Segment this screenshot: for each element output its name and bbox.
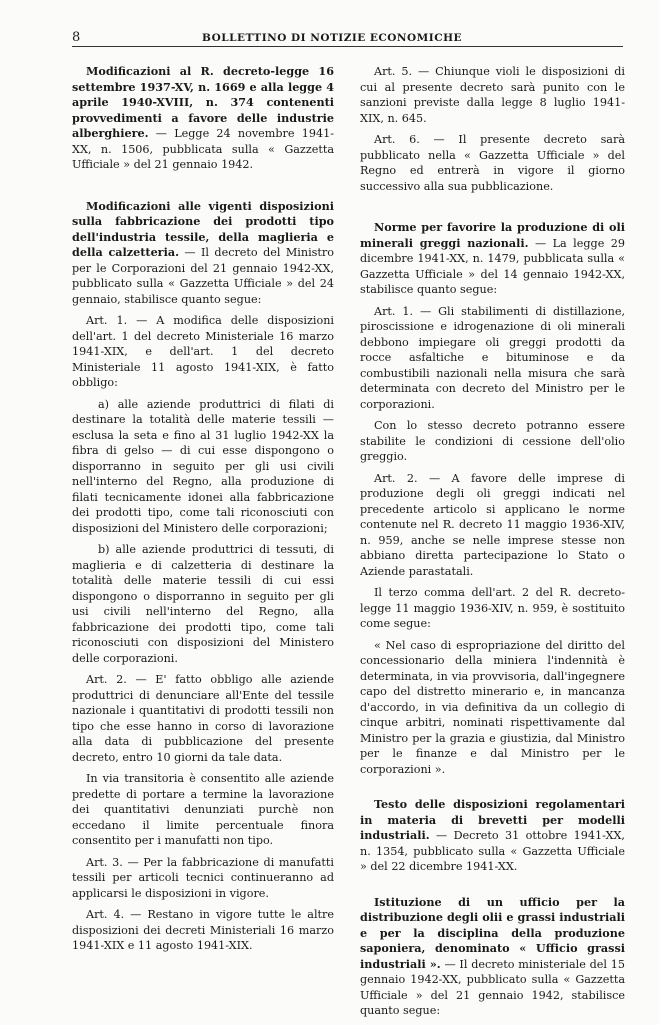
section-alberghiere: Modificazioni al R. decreto-legge 16 settembre 1937-XV, n. 1669 e alla legge 4 aprile 1940-XVIII, n. 374 contenenti provvedimenti a favore delle industrie alberghiere. — Legge 24 novembre 1941-XX, n. 1506, pubblicata sulla « Gazzetta Ufficiale » del 21 gennaio 1942. xyxy=(72,64,334,171)
paragraph: Art. 1. — A modifica delle disposizioni dell'art. 1 del decreto Ministeriale 16 marzo 1941-XIX, e dell'art. 1 del decreto Ministeriale 11 agosto 1941-XIX, è fatto obbligo: xyxy=(72,314,334,389)
section-oli-minerali: Norme per favorire la produzione di oli minerali greggi nazionali. — La legge 29 dicembre 1941-XX, n. 1479, pubblicata sulla « Gazzetta Ufficiale » del 14 gennaio 1942-XX, stabilisce quanto segue: xyxy=(360,220,626,296)
paragraph: Art. 5. — Chiunque violi le disposizioni di cui al presente decreto sarà punito con le sanzioni previste dalla legge 8 luglio 1941-XIX, n. 645. xyxy=(360,65,625,125)
page-number: 8 xyxy=(72,30,81,45)
paragraph: « Nel caso di espropriazione del diritto del concessionario della miniera l'indennità è determinata, in via provvisoria, dall'ingegnere capo del distretto minerario e, in mancanza d'accordo, in via definitiva da un collegio di cinque arbitri, nominati rispettivamente dal Ministro per la grazia e giustizia, dal Ministro per le finanze e dal Ministro per le corporazioni ». xyxy=(360,638,625,776)
paragraph: Art. 6. — Il presente decreto sarà pubblicato nella « Gazzetta Ufficiale » del Regno ed entrerà in vigore il giorno successivo alla sua pubblicazione. xyxy=(360,133,625,193)
running-title: BOLLETTINO DI NOTIZIE ECONOMICHE xyxy=(202,32,462,44)
paragraph: Art. 2. — E' fatto obbligo alle aziende produttrici di denunciare all'Ente del tessile nazionale i quantitativi di prodotti tessili non tipo che esse hanno in corso di lavorazione alla data di pubblicazione del presente decreto, entro 10 giorni da tale data. xyxy=(72,673,334,764)
header-rule xyxy=(72,46,623,47)
section-tessile: Modificazioni alle vigenti disposizioni sulla fabbricazione dei prodotti tipo dell'industria tessile, della maglieria e della calzetteria. — Il decreto del Ministro per le Corporazioni del 21 gennaio 1942-XX, pubblicato sulla « Gazzetta Ufficiale » del 24 gennaio, stabilisce quanto segue: xyxy=(72,198,334,306)
right-column xyxy=(360,64,625,1025)
paragraph: Art. 4. — Restano in vigore tutte le altre disposizioni dei decreti Ministeriali 16 marzo 1941-XIX e 11 agosto 1941-XIX. xyxy=(72,908,334,952)
paragraph: Il terzo comma dell'art. 2 del R. decreto-legge 11 maggio 1936-XIV, n. 959, è sostituito come segue: xyxy=(360,586,625,630)
section-grassi-industriali: Istituzione di un ufficio per la distribuzione degli olii e grassi industriali e per la disciplina della produzione saponiera, denominato « Ufficio grassi industriali ». — Il decreto ministeriale del 15 gennaio 1942-XX, pubblicato sulla « Gazzetta Ufficiale » del 21 gennaio 1942, stabilisce quanto segue: xyxy=(360,894,625,1017)
paragraph: Art. 1. — Gli stabilimenti di distillazione, piroscissione e idrogenazione di oli minerali debbono impiegare oli greggi prodotti da rocce asfaltiche e bituminose e da combustibili nazionali nella misura che sarà determinata con decreto del Ministro per le corporazioni. xyxy=(360,304,625,411)
paragraph: a) alle aziende produttrici di filati di destinare la totalità delle materie tessili — esclusa la seta e fino al 31 luglio 1942-XX la fibra di gelso — di cui esse dispongono o disporranno in seguito per gli usi civili nell'interno del Regno, alla produzione di filati tecnicamente idonei alla fabbricazione dei prodotti tipo, come tali riconosciuti con disposizioni del Ministero delle corporazioni; xyxy=(72,397,334,535)
paragraph: Art. 2. — A favore delle imprese di produzione degli oli greggi indicati nel precedente articolo si applicano le norme contenute nel R. decreto 11 maggio 1936-XIV, n. 959, anche se nelle imprese stesse non abbiano diretta partecipazione lo Stato o Aziende parastatali. xyxy=(360,471,625,578)
section-brevetti: Testo delle disposizioni regolamentari in materia di brevetti per modelli industriali. — Decreto 31 ottobre 1941-XX, n. 1354, pubblicato sulla « Gazzetta Ufficiale » del 22 dicembre 1941-XX. xyxy=(360,797,625,873)
paragraph: Con lo stesso decreto potranno essere stabilite le condizioni di cessione dell'olio greggio. xyxy=(360,419,625,463)
paragraph: In via transitoria è consentito alle aziende predette di portare a termine la lavorazione dei quantitativi denunziati purchè non eccedano il limite percentuale finora consentito per i manufatti non tipo. xyxy=(72,772,334,847)
paragraph: b) alle aziende produttrici di tessuti, di maglieria e di calzetteria di destinare la totalità delle materie tessili di cui essi dispongono o disporranno in seguito per gli usi civili nell'interno del Regno, alla fabbricazione dei prodotti tipo, come tali riconosciuti con disposizioni del Ministero delle corporazioni. xyxy=(72,543,334,665)
paragraph: Art. 3. — Per la fabbricazione di manufatti tessili per articoli tecnici continueranno ad applicarsi le disposizioni in vigore. xyxy=(72,855,334,900)
left-column xyxy=(72,64,334,960)
